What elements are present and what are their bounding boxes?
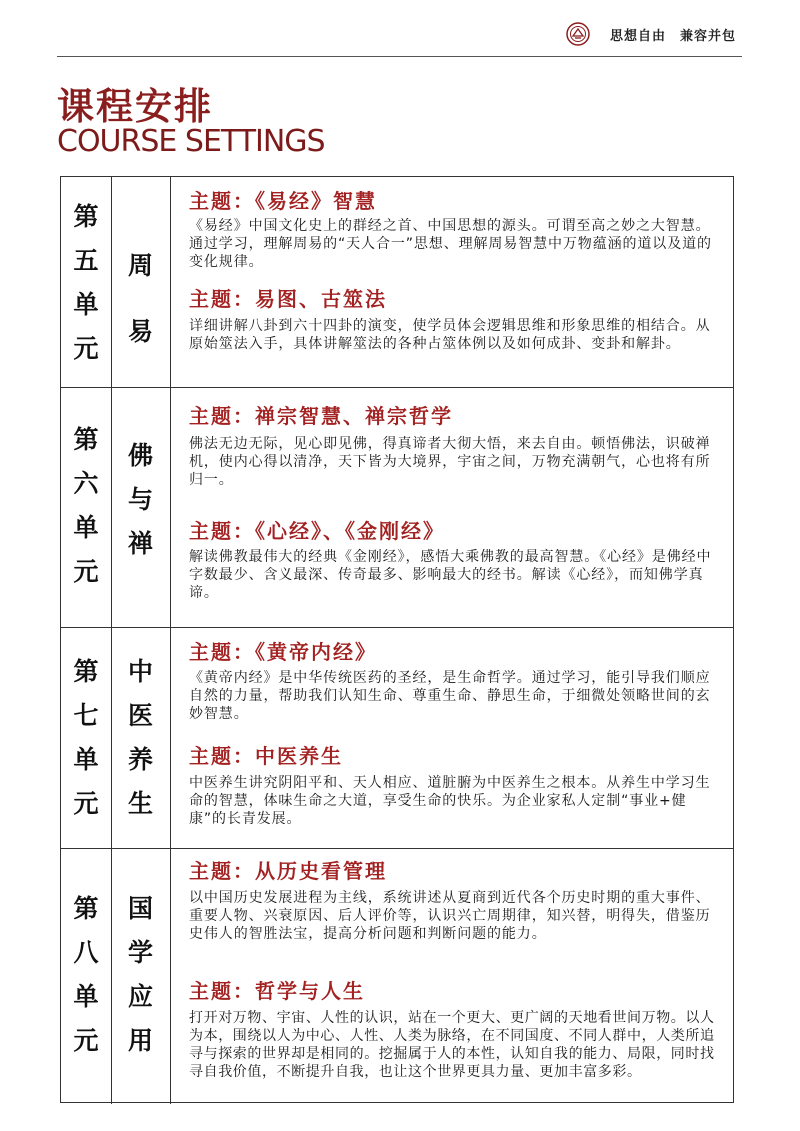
topic-description: 佛法无边无际，见心即见佛，得真谛者大彻大悟，来去自由。顿悟佛法，识破禅机，使内心得以清净，天下皆为大境界，宇宙之间，万物充满朝气，心也将有所归一。: [189, 436, 711, 488]
unit-row: [61, 388, 733, 628]
unit-number-cell: [61, 388, 112, 627]
topic-title: 主题：中医养生: [189, 744, 343, 768]
course-table: [60, 176, 734, 1103]
topic-title: 主题：《心经》、《金刚经》: [189, 519, 445, 543]
unit-char: 单: [73, 290, 99, 319]
unit-char: 元: [73, 334, 99, 363]
unit-name-char: 易: [127, 317, 153, 346]
unit-char: 五: [73, 246, 99, 275]
topic-description: 中医养生讲究阴阳平和、天人相应、道脏腑为中医养生之根本。从养生中学习生命的智慧，体味生命之大道，享受生命的快乐。为企业家私人定制“事业+健康”的长青发展。: [189, 775, 711, 827]
unit-name-cell: [111, 849, 171, 1104]
unit-char: 第: [73, 425, 99, 454]
unit-char: 元: [73, 557, 99, 586]
unit-name-char: 医: [127, 701, 153, 730]
unit-row: [61, 177, 733, 388]
unit-name-cell: [111, 388, 171, 627]
page-header: [57, 18, 742, 57]
unit-name-char: 应: [127, 982, 153, 1011]
unit-char: 第: [73, 894, 99, 923]
unit-name-char: 用: [127, 1026, 153, 1055]
unit-name-char: 中: [127, 657, 153, 686]
page-subtitle: COURSE SETTINGS: [57, 124, 325, 159]
unit-number-cell: [61, 628, 112, 848]
unit-char: 单: [73, 982, 99, 1011]
unit-char: 七: [73, 701, 99, 730]
unit-char: 元: [73, 1026, 99, 1055]
unit-content-cell: [171, 849, 733, 1104]
unit-content-cell: [171, 388, 733, 627]
page-title: 课程安排: [57, 85, 213, 128]
unit-number-cell: [61, 849, 112, 1104]
topic-title: 主题：哲学与人生: [189, 979, 365, 1003]
topic-description: 打开对万物、宇宙、人性的认识，站在一个更大、更广阔的天地看世间万物。以人为本，围绕以人为中心、人性、人类为脉络，在不同国度、不同人群中，人类所追寻与探索的世界却是相同的。挖掘属于人的本性，认知自我的能力、局限，同时找寻自我价值，不断提升自我，也让这个世界更具力量、更加丰富多彩。: [189, 1010, 715, 1080]
unit-name-char: 禅: [127, 529, 153, 558]
topic-description: 《易经》中国文化史上的群经之首、中国思想的源头。可谓至高之妙之大智慧。通过学习，理解周易的“天人合一”思想、理解周易智慧中万物蕴涵的道以及道的变化规律。: [189, 218, 712, 270]
topic-title: 主题：《易经》智慧: [189, 189, 377, 213]
topic-description: 以中国历史发展进程为主线，系统讲述从夏商到近代各个历史时期的重大事件、重要人物、兴衰原因、后人评价等，认识兴亡周期律，知兴替，明得失，借鉴历史伟人的智胜法宝，提高分析问题和判断问题的能力。: [189, 890, 711, 942]
unit-name-char: 与: [127, 485, 153, 514]
topic-title: 主题：《黄帝内经》: [189, 640, 377, 664]
unit-char: 单: [73, 513, 99, 542]
unit-name-char: 养: [127, 745, 153, 774]
unit-name-char: 国: [127, 894, 153, 923]
unit-char: 第: [73, 202, 99, 231]
topic-description: 解读佛教最伟大的经典《金刚经》，感悟大乘佛教的最高智慧。《心经》是佛经中字数最少、含义最深、传奇最多、影响最大的经书。解读《心经》，而知佛学真谛。: [189, 549, 712, 601]
university-seal-icon: [566, 22, 590, 46]
unit-char: 元: [73, 789, 99, 818]
topic-description: 《黄帝内经》是中华传统医药的圣经，是生命哲学。通过学习，能引导我们顺应自然的力量，帮助我们认知生命、尊重生命、静思生命，于细微处领略世间的玄妙智慧。: [189, 670, 711, 722]
unit-char: 单: [73, 745, 99, 774]
unit-name-char: 佛: [127, 441, 153, 470]
unit-name-cell: [111, 628, 171, 848]
unit-content-cell: [171, 177, 733, 387]
unit-row: [61, 628, 733, 849]
topic-title: 主题：从历史看管理: [189, 859, 387, 883]
unit-char: 六: [73, 469, 99, 498]
unit-name-char: 学: [127, 938, 153, 967]
unit-name-char: 生: [127, 789, 153, 818]
topic-description: 详细讲解八卦到六十四卦的演变，使学员体会逻辑思维和形象思维的相结合。从原始筮法入手，具体讲解筮法的各种占筮体例以及如何成卦、变卦和解卦。: [189, 318, 711, 352]
topic-title: 主题：易图、古筮法: [189, 287, 387, 311]
unit-char: 第: [73, 657, 99, 686]
unit-row: [61, 849, 733, 1104]
unit-content-cell: [171, 628, 733, 848]
topic-title: 主题：禅宗智慧、禅宗哲学: [189, 404, 453, 428]
unit-name-cell: [111, 177, 171, 387]
unit-char: 八: [73, 938, 99, 967]
slogan: 思想自由 兼容并包: [609, 29, 736, 44]
unit-number-cell: [61, 177, 112, 387]
unit-name-char: 周: [127, 251, 153, 280]
